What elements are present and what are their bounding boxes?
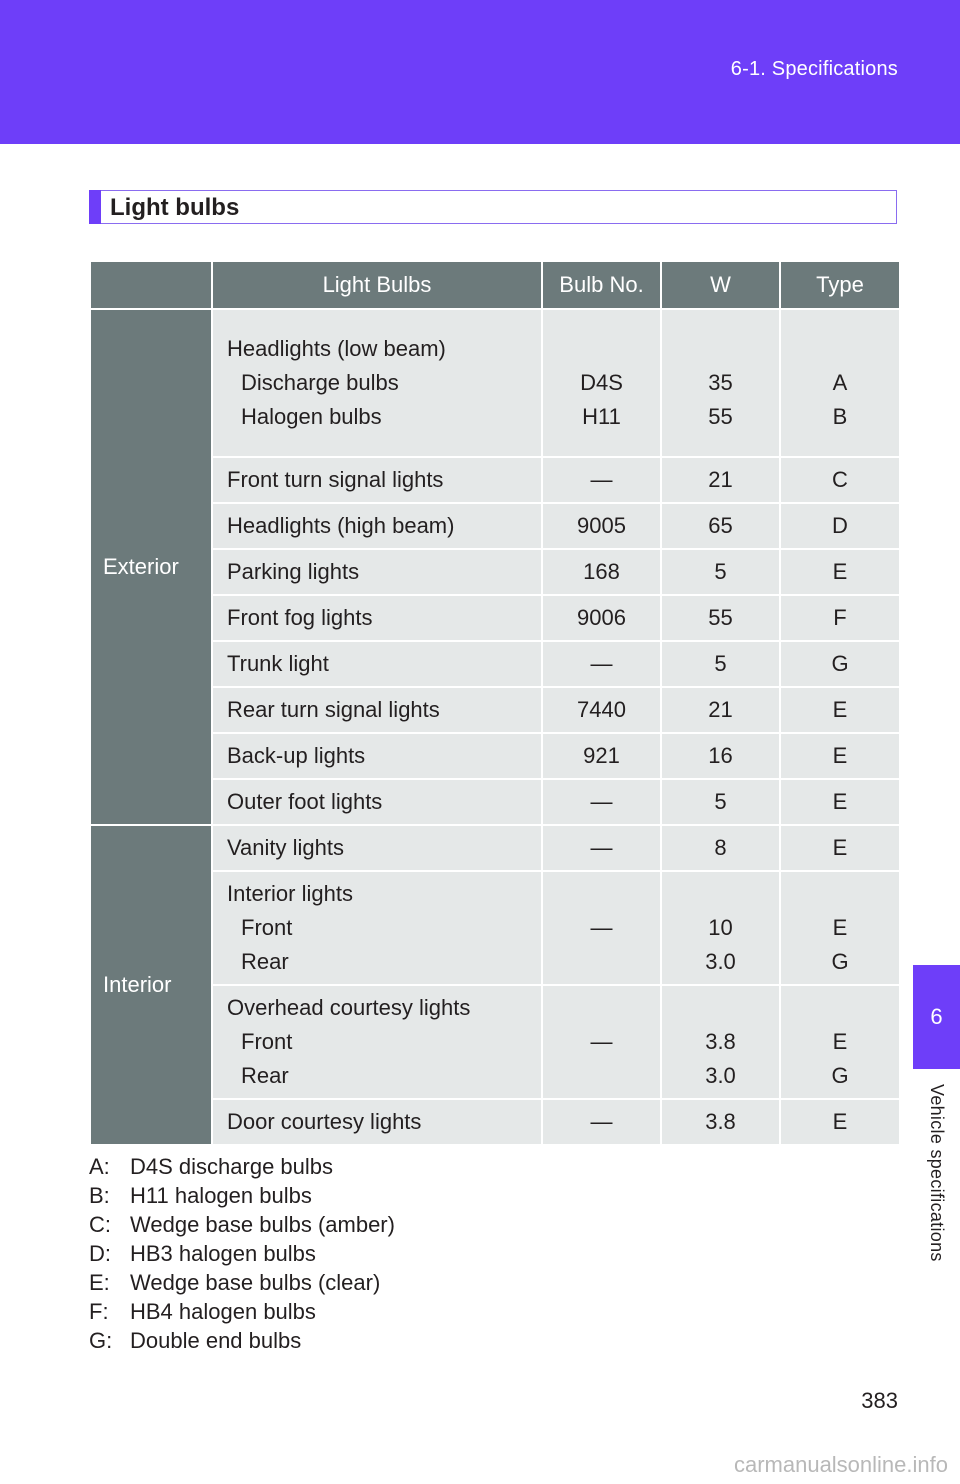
legend-item (89, 1210, 395, 1239)
bulb-name: Trunk light (227, 651, 329, 676)
table-body (90, 309, 900, 1145)
bulb-name-cell (212, 985, 542, 1099)
type-cell (780, 595, 900, 641)
table-row (90, 733, 900, 779)
bulb-name: Headlights (high beam) (227, 513, 455, 538)
bulb-value: 9005 (577, 513, 626, 538)
legend-item (89, 1326, 395, 1355)
bulb-value: — (590, 835, 613, 860)
bulb-number-cell (542, 779, 661, 825)
bulb-value: H11 (582, 404, 621, 429)
bulb-name-cell (212, 595, 542, 641)
bulb-number-cell (542, 641, 661, 687)
bulb-name: Door courtesy lights (227, 1109, 422, 1134)
spacer (662, 332, 779, 366)
wattage-cell (661, 733, 780, 779)
w-value: 5 (714, 651, 727, 676)
bulb-sub-name: Rear (241, 949, 289, 974)
legend-item (89, 1297, 395, 1326)
table-row (90, 641, 900, 687)
wattage-cell (661, 641, 780, 687)
bulb-value: 7440 (577, 697, 626, 722)
type-cell (780, 457, 900, 503)
w-value: 21 (708, 467, 733, 492)
bulb-value: — (590, 789, 613, 814)
type-value: G (831, 949, 849, 974)
type-value: E (832, 915, 848, 940)
type-value: G (831, 1063, 849, 1088)
table-row (90, 825, 900, 871)
type-value: E (832, 743, 848, 768)
bulb-value: 9006 (577, 605, 626, 630)
wattage-cell (661, 871, 780, 985)
legend-text: Wedge base bulbs (amber) (130, 1212, 395, 1237)
bulb-name-cell (212, 503, 542, 549)
header-type: Type (780, 261, 900, 309)
wattage-cell (661, 457, 780, 503)
wattage-cell (661, 503, 780, 549)
bulb-number-cell (542, 871, 661, 985)
bulb-name: Vanity lights (227, 835, 344, 860)
w-value: 55 (708, 605, 733, 630)
bulb-number-cell (542, 985, 661, 1099)
legend-item (89, 1152, 395, 1181)
table-row (90, 595, 900, 641)
type-value: C (832, 467, 848, 492)
w-value: 3.8 (705, 1029, 736, 1054)
spacer (662, 877, 779, 911)
type-cell (780, 733, 900, 779)
bulb-sub-name: Front (241, 1029, 293, 1054)
wattage-cell (661, 779, 780, 825)
bulb-name-cell (212, 733, 542, 779)
legend-text: HB3 halogen bulbs (130, 1241, 316, 1266)
bulb-name-cell (212, 871, 542, 985)
bulb-value: — (590, 1029, 613, 1054)
bulb-number-cell (542, 687, 661, 733)
group-label: Exterior (90, 309, 212, 825)
table-row (90, 687, 900, 733)
bulb-number-cell (542, 503, 661, 549)
bulb-name-cell (212, 641, 542, 687)
w-value: 3.0 (705, 949, 736, 974)
bulb-name-cell (212, 549, 542, 595)
bulb-sub-name: Front (241, 915, 293, 940)
legend-text: HB4 halogen bulbs (130, 1299, 316, 1324)
legend-text: H11 halogen bulbs (130, 1183, 312, 1208)
watermark: carmanualsonline.info (733, 1452, 948, 1477)
bulb-value: — (590, 1109, 613, 1134)
type-cell (780, 1099, 900, 1145)
table-row (90, 871, 900, 985)
type-value: E (832, 1109, 848, 1134)
header-light-bulbs: Light Bulbs (212, 261, 542, 309)
table-row (90, 309, 900, 457)
wattage-cell (661, 825, 780, 871)
header-watts: W (661, 261, 780, 309)
w-value: 5 (714, 789, 727, 814)
type-value: E (832, 835, 848, 860)
type-value: D (832, 513, 848, 538)
bulb-value: 168 (583, 559, 620, 584)
bulb-number-cell (542, 733, 661, 779)
bulb-number-cell (542, 309, 661, 457)
header-band (0, 0, 960, 144)
header-bulb-no: Bulb No. (542, 261, 661, 309)
chapter-number: 6 (930, 1004, 943, 1029)
type-cell (780, 641, 900, 687)
light-bulbs-table (89, 260, 901, 1146)
spacer (662, 991, 779, 1025)
type-cell (780, 687, 900, 733)
w-value: 55 (708, 404, 733, 429)
bulb-value: D4S (580, 370, 623, 395)
table-row (90, 503, 900, 549)
legend-item (89, 1268, 395, 1297)
w-value: 65 (708, 513, 733, 538)
bulb-value: — (590, 651, 613, 676)
spacer (781, 991, 899, 1025)
legend-key: A: (89, 1154, 110, 1179)
bulb-sub-name: Halogen bulbs (241, 404, 382, 429)
legend-text: Double end bulbs (130, 1328, 302, 1353)
type-value: E (832, 559, 848, 584)
type-value: G (831, 651, 849, 676)
type-cell (780, 825, 900, 871)
legend-key: B: (89, 1183, 110, 1208)
wattage-cell (661, 595, 780, 641)
w-value: 5 (714, 559, 727, 584)
type-value: E (832, 697, 848, 722)
bulb-name-cell (212, 779, 542, 825)
legend-text: Wedge base bulbs (clear) (130, 1270, 381, 1295)
table-row (90, 1099, 900, 1145)
header-blank (90, 261, 212, 309)
wattage-cell (661, 687, 780, 733)
bulb-number-cell (542, 825, 661, 871)
legend-key: C: (89, 1212, 111, 1237)
wattage-cell (661, 1099, 780, 1145)
bulb-name-cell (212, 457, 542, 503)
spacer (781, 332, 899, 366)
legend-key: F: (89, 1299, 109, 1324)
bulb-number-cell (542, 595, 661, 641)
type-value: E (832, 1029, 848, 1054)
bulb-name: Front fog lights (227, 605, 373, 630)
table-row (90, 779, 900, 825)
bulb-value: — (590, 467, 613, 492)
type-value: A (832, 370, 848, 395)
wattage-cell (661, 985, 780, 1099)
w-value: 8 (714, 835, 727, 860)
bulb-number-cell (542, 457, 661, 503)
chapter-tab[interactable] (913, 965, 960, 1069)
bulb-value: 921 (583, 743, 620, 768)
bulb-type-legend (89, 1152, 395, 1355)
section-reference: 6-1. Specifications (730, 58, 898, 80)
section-header (89, 190, 897, 224)
type-cell (780, 549, 900, 595)
w-value: 10 (708, 915, 733, 940)
bulb-name: Interior lights (227, 881, 353, 906)
type-cell (780, 309, 900, 457)
bulb-value: — (590, 915, 613, 940)
spacer (543, 332, 660, 366)
table-row (90, 985, 900, 1099)
type-cell (780, 871, 900, 985)
type-value: E (832, 789, 848, 814)
w-value: 21 (708, 697, 733, 722)
spacer (781, 877, 899, 911)
type-cell (780, 985, 900, 1099)
bulb-name-cell (212, 825, 542, 871)
table-row (90, 457, 900, 503)
table-row (90, 549, 900, 595)
table-header-row (90, 261, 900, 309)
w-value: 3.8 (705, 1109, 736, 1134)
bulb-name-cell (212, 1099, 542, 1145)
bulb-name-cell (212, 687, 542, 733)
group-label: Interior (90, 825, 212, 1145)
legend-text: D4S discharge bulbs (130, 1154, 334, 1179)
section-accent-bar (89, 190, 101, 224)
bulb-number-cell (542, 1099, 661, 1145)
w-value: 35 (708, 370, 733, 395)
bulb-name: Front turn signal lights (227, 467, 444, 492)
w-value: 3.0 (705, 1063, 736, 1088)
type-value: F (833, 605, 847, 630)
legend-item (89, 1239, 395, 1268)
page-number: 383 (861, 1388, 898, 1413)
bulb-name-cell (212, 309, 542, 457)
w-value: 16 (708, 743, 733, 768)
wattage-cell (661, 549, 780, 595)
bulb-name: Overhead courtesy lights (227, 995, 471, 1020)
legend-item (89, 1181, 395, 1210)
legend-key: E: (89, 1270, 110, 1295)
bulb-sub-name: Discharge bulbs (241, 370, 399, 395)
type-cell (780, 503, 900, 549)
bulb-number-cell (542, 549, 661, 595)
chapter-label: Vehicle specifications (927, 1084, 947, 1262)
legend-key: D: (89, 1241, 111, 1266)
legend-key: G: (89, 1328, 113, 1353)
bulb-name: Rear turn signal lights (227, 697, 440, 722)
bulb-name: Outer foot lights (227, 789, 383, 814)
bulb-name: Back-up lights (227, 743, 366, 768)
wattage-cell (661, 309, 780, 457)
type-value: B (832, 404, 848, 429)
bulb-name: Parking lights (227, 559, 360, 584)
bulb-sub-name: Rear (241, 1063, 289, 1088)
bulb-name: Headlights (low beam) (227, 336, 446, 361)
type-cell (780, 779, 900, 825)
section-title: Light bulbs (110, 194, 240, 221)
